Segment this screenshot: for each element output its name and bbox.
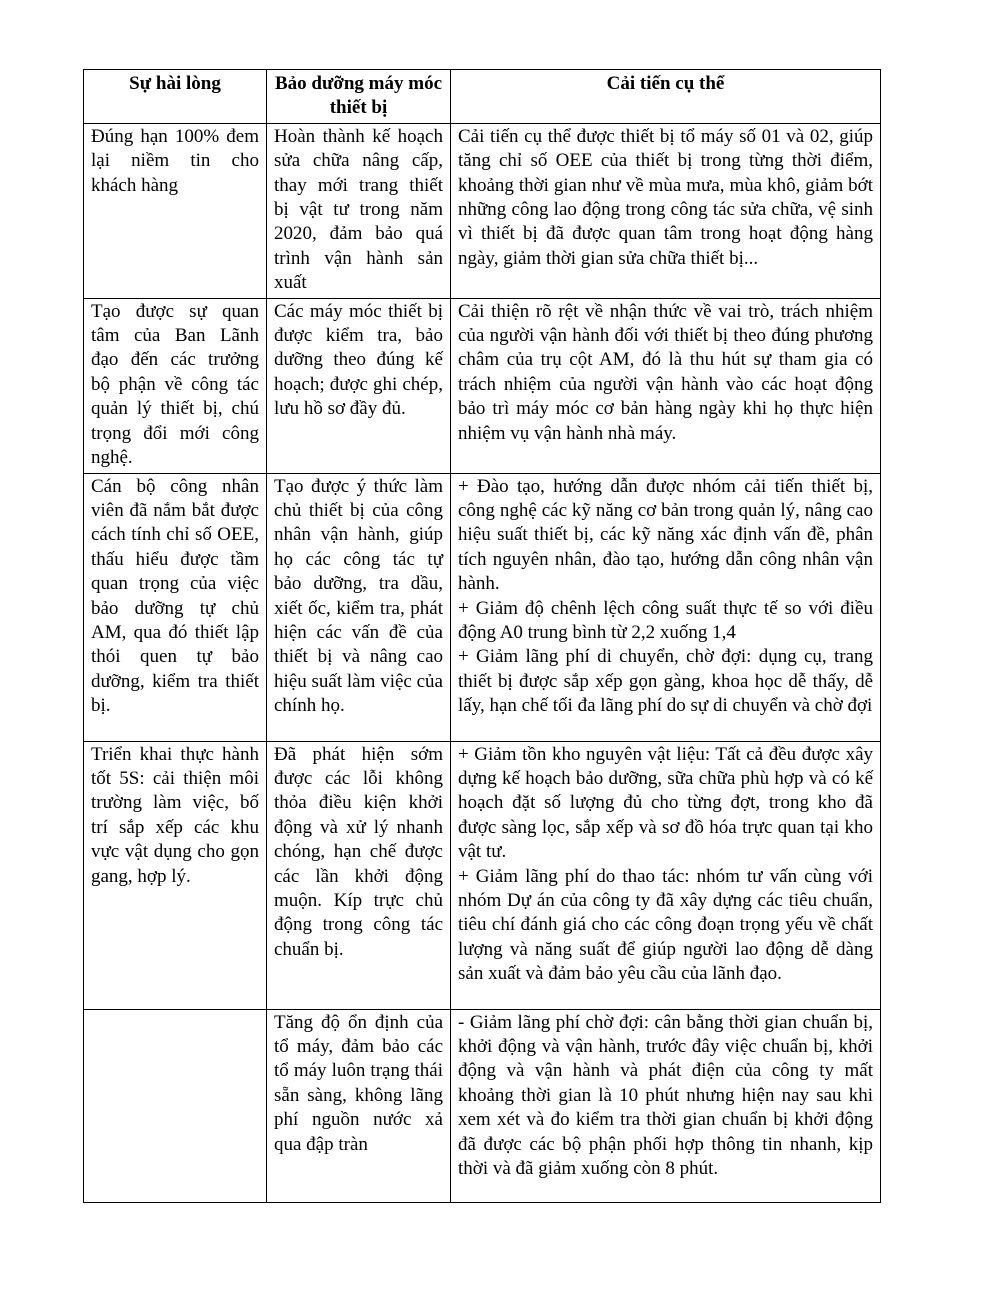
cell-paragraph: + Giảm lãng phí di chuyển, chờ đợi: dụng cụ, trang thiết bị được sắp xếp gọn gàng, khoa học dễ thấy, dễ lấy, hạn chế tối đa lãng phí do sự di chuyển và chờ đợi bbox=[458, 646, 873, 717]
cell-paragraph: Cải tiến cụ thể được thiết bị tổ máy số 01 và 02, giúp tăng chỉ số OEE của thiết bị trong từng thời điểm, khoảng thời gian như về mùa mưa, mùa khô, giảm bớt những công lao động trong công tác sửa chữa, vệ sinh vì thiết bị đã được quan tâm trong hoạt động hàng ngày, giảm thời gian sửa chữa thiết bị... bbox=[458, 125, 873, 269]
cell-improvement bbox=[451, 123, 881, 298]
cell-improvement bbox=[451, 473, 881, 741]
cell-paragraph: Tạo được sự quan tâm của Ban Lãnh đạo đến các trưởng bộ phận về công tác quản lý thiết bị, chú trọng đổi mới công nghệ. bbox=[91, 300, 259, 469]
table-row bbox=[84, 741, 881, 1009]
cell-paragraph: Đúng hạn 100% đem lại niềm tin cho khách hàng bbox=[91, 125, 259, 196]
header-improvement: Cải tiến cụ thể bbox=[451, 70, 881, 124]
cell-improvement bbox=[451, 741, 881, 1009]
cell-maintenance bbox=[267, 1009, 451, 1202]
header-satisfaction: Sự hài lòng bbox=[84, 70, 267, 124]
cell-paragraph: + Đào tạo, hướng dẫn được nhóm cải tiến thiết bị, công nghệ các kỹ năng cơ bản trong quản lý, nâng cao hiệu suất thiết bị, các kỹ năng xác định vấn đề, phân tích nguyên nhân, đào tạo, hướng dẫn công nhân vận hành. bbox=[458, 475, 873, 595]
cell-maintenance bbox=[267, 298, 451, 473]
cell-satisfaction bbox=[84, 473, 267, 741]
cell-satisfaction bbox=[84, 741, 267, 1009]
cell-paragraph: Triển khai thực hành tốt 5S: cải thiện môi trường làm việc, bố trí sắp xếp các khu vực vật dụng cho gọn gang, hợp lý. bbox=[91, 743, 259, 887]
header-maintenance: Bảo dưỡng máy móc thiết bị bbox=[267, 70, 451, 124]
cell-maintenance bbox=[267, 123, 451, 298]
table-row bbox=[84, 473, 881, 741]
table-row bbox=[84, 123, 881, 298]
cell-maintenance bbox=[267, 473, 451, 741]
cell-maintenance bbox=[267, 741, 451, 1009]
cell-improvement bbox=[451, 298, 881, 473]
table-row bbox=[84, 1009, 881, 1202]
cell-paragraph: + Giảm lãng phí do thao tác: nhóm tư vấn cùng với nhóm Dự án của công ty đã xây dựng các tiêu chuẩn, tiêu chí đánh giá cho các công đoạn trọng yếu về chất lượng và năng suất để giúp người lao động dễ dàng sản xuất và đảm bảo yêu cầu của lãnh đạo. bbox=[458, 865, 873, 985]
table-header-row bbox=[84, 70, 881, 124]
cell-paragraph: Cải thiện rõ rệt về nhận thức về vai trò, trách nhiệm của người vận hành đối với thiết bị theo đúng phương châm của trụ cột AM, đó là thu hút sự tham gia có trách nhiệm của người vận hành vào các hoạt động bảo trì máy móc cơ bản hàng ngày khi họ thực hiện nhiệm vụ vận hành nhà máy. bbox=[458, 300, 873, 444]
cell-satisfaction bbox=[84, 1009, 267, 1202]
cell-paragraph: - Giảm lãng phí chờ đợi: cân bằng thời gian chuẩn bị, khởi động và vận hành, trước đây việc chuẩn bị, khởi động và vận hành và phát điện của công ty mất khoảng thời gian là 10 phút nhưng hiện nay sau khi xem xét và đo kiểm tra thời gian chuẩn bị khởi động đã được các bộ phận phối hợp thông tin nhanh, kịp thời và đã giảm xuống còn 8 phút. bbox=[458, 1011, 873, 1179]
cell-paragraph: + Giảm độ chênh lệch công suất thực tế so với điều động A0 trung bình từ 2,2 xuống 1,4 bbox=[458, 597, 873, 643]
cell-paragraph: Hoàn thành kế hoạch sửa chữa nâng cấp, thay mới trang thiết bị vật tư trong năm 2020, đảm bảo quá trình vận hành sản xuất bbox=[274, 125, 443, 294]
cell-paragraph: Tạo được ý thức làm chủ thiết bị của công nhân vận hành, giúp họ các công tác tự bảo dưỡng, tra dầu, xiết ốc, kiểm tra, phát hiện các vấn đề của thiết bị và nâng cao hiệu suất làm việc của chính họ. bbox=[274, 475, 443, 717]
improvement-table bbox=[83, 69, 881, 1203]
cell-paragraph: Đã phát hiện sớm được các lỗi không thỏa điều kiện khởi động và xử lý nhanh chóng, hạn chế được các lần khởi động muộn. Kíp trực chủ động trong công tác chuẩn bị. bbox=[274, 743, 443, 960]
cell-satisfaction bbox=[84, 123, 267, 298]
cell-improvement bbox=[451, 1009, 881, 1202]
cell-paragraph: Cán bộ công nhân viên đã nắm bắt được cách tính chỉ số OEE, thấu hiểu được tầm quan trọng của việc bảo dưỡng tự chủ AM, qua đó thiết lập thói quen tự bảo dưỡng, kiểm tra thiết bị. bbox=[91, 475, 259, 717]
cell-paragraph: Các máy móc thiết bị được kiểm tra, bảo dưỡng theo đúng kế hoạch; được ghi chép, lưu hồ sơ đầy đủ. bbox=[274, 300, 443, 420]
cell-paragraph: Tăng độ ổn định của tổ máy, đảm bảo các tổ máy luôn trạng thái sẵn sàng, không lãng phí nguồn nước xả qua đập tràn bbox=[274, 1011, 443, 1155]
cell-satisfaction bbox=[84, 298, 267, 473]
cell-paragraph: + Giảm tồn kho nguyên vật liệu: Tất cả đều được xây dựng kế hoạch bảo dưỡng, sữa chữa phù hợp và có kế hoạch đặt số lượng đủ cho từng đợt, trong kho đã được sàng lọc, sắp xếp và sơ đồ hóa trực quan tại kho vật tư. bbox=[458, 743, 873, 863]
table-row bbox=[84, 298, 881, 473]
